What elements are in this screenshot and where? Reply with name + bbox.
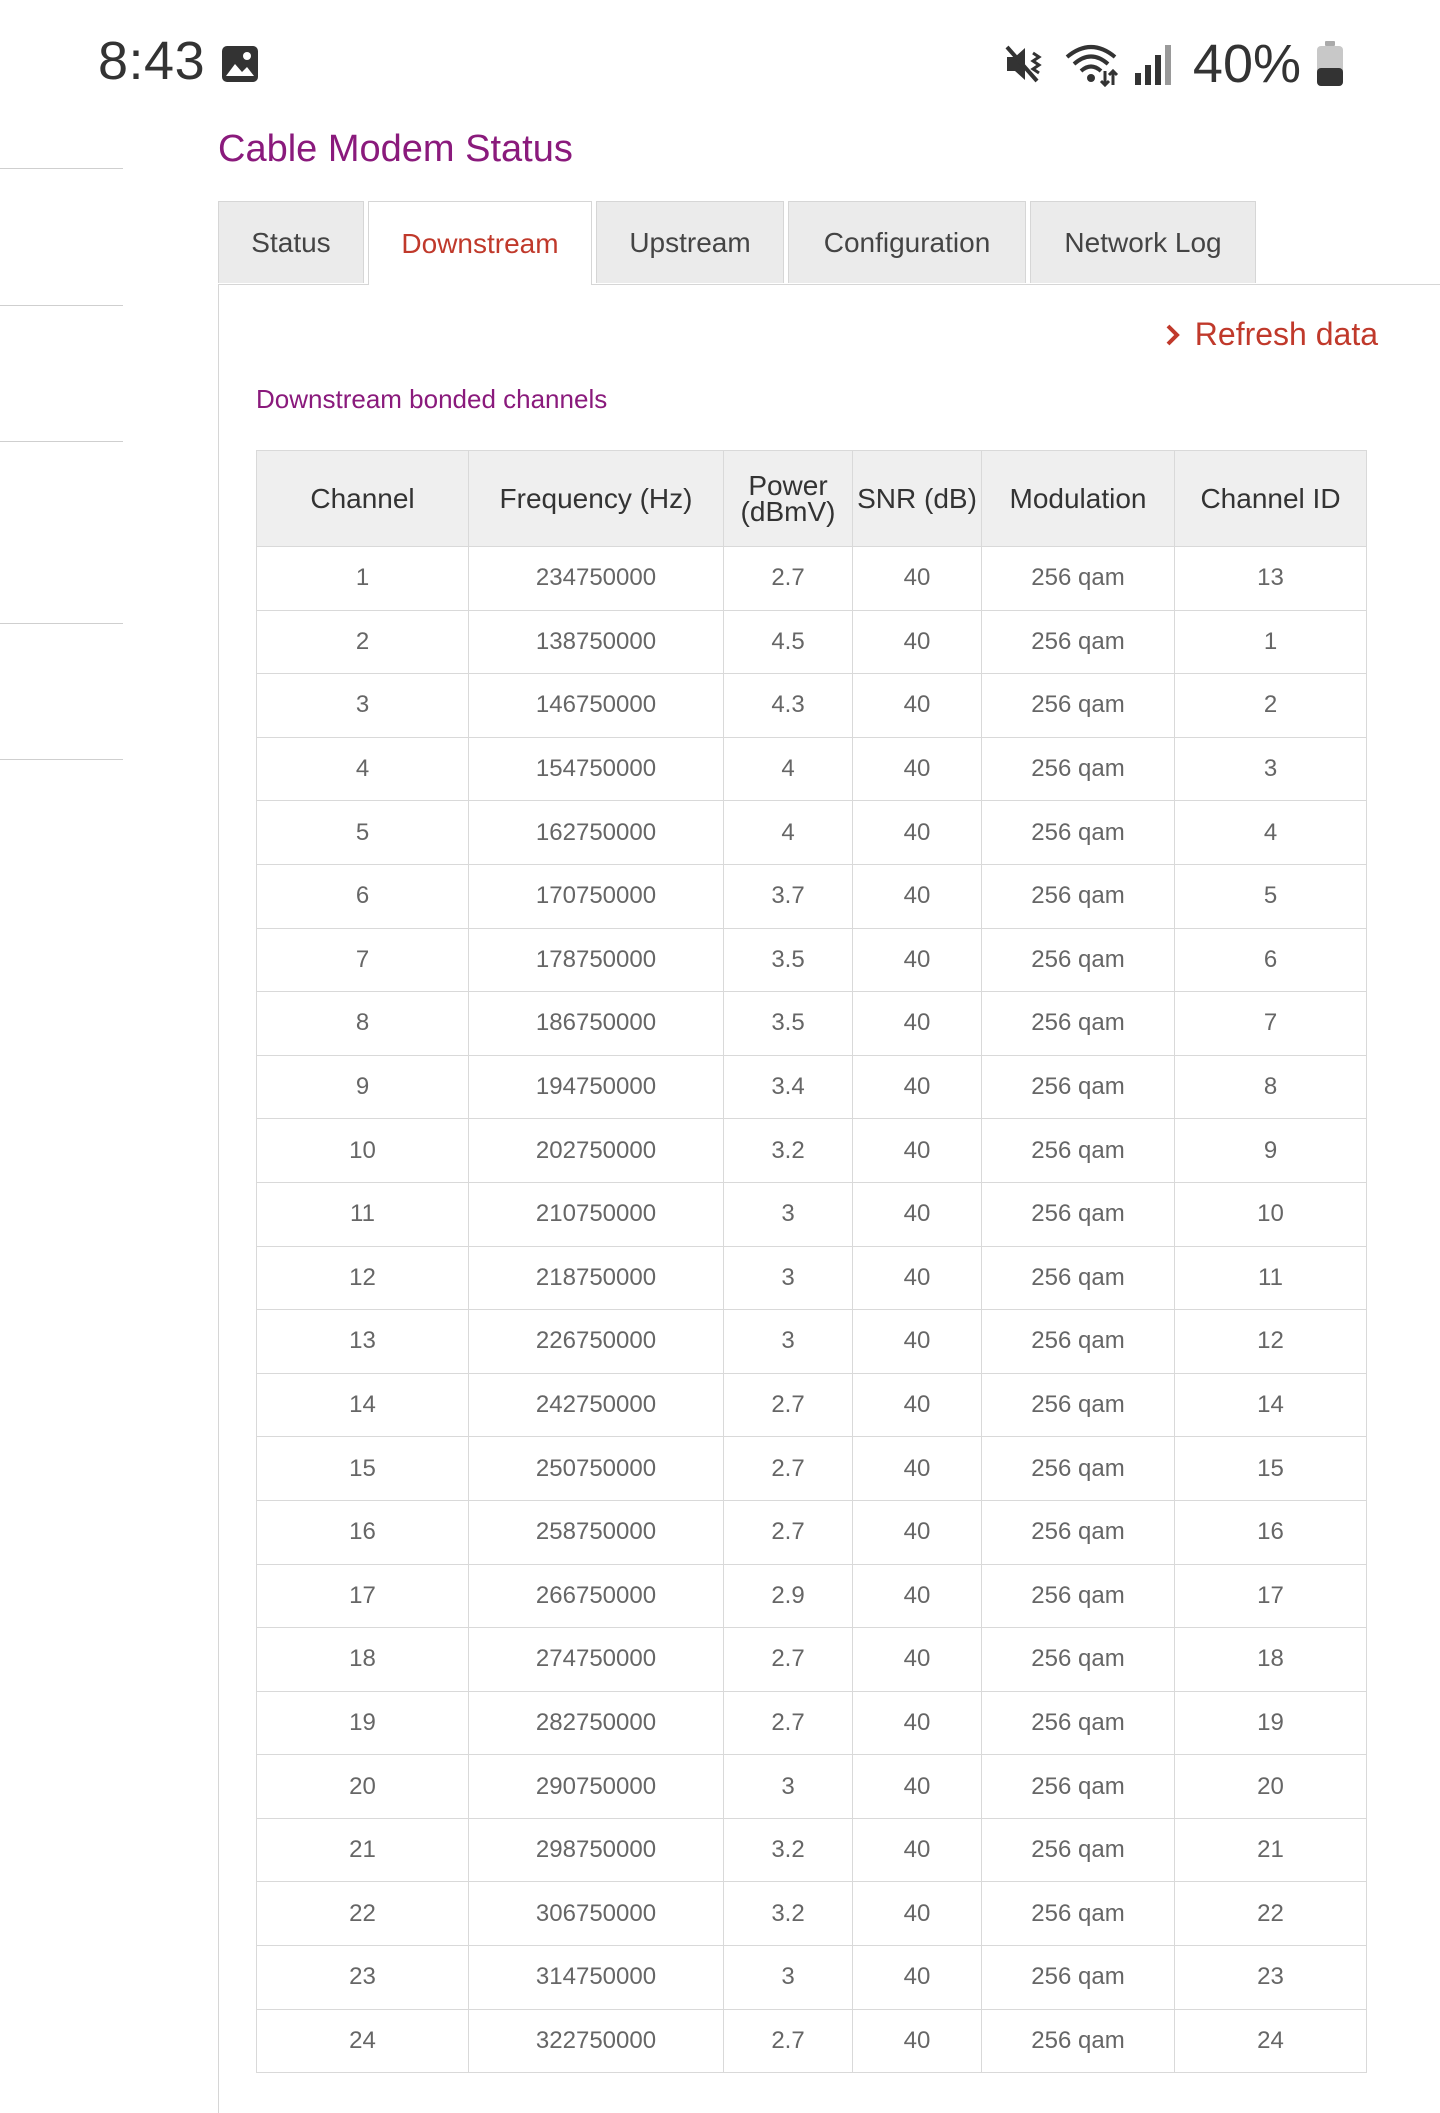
table-row <box>257 992 1367 1056</box>
cell-modulation: 256 qam <box>982 1882 1175 1946</box>
cell-snr: 40 <box>853 610 982 674</box>
cell-channel: 15 <box>257 1437 469 1501</box>
cell-frequency: 178750000 <box>469 928 724 992</box>
cell-power: 3 <box>724 1246 853 1310</box>
cell-channel-id: 10 <box>1175 1182 1367 1246</box>
table-row <box>257 928 1367 992</box>
cell-channel: 5 <box>257 801 469 865</box>
cell-snr: 40 <box>853 992 982 1056</box>
cell-snr: 40 <box>853 1500 982 1564</box>
table-row <box>257 610 1367 674</box>
cell-power: 2.7 <box>724 2009 853 2073</box>
cell-power: 4.3 <box>724 674 853 738</box>
cell-power: 2.7 <box>724 1500 853 1564</box>
cell-snr: 40 <box>853 547 982 611</box>
cell-channel: 19 <box>257 1691 469 1755</box>
cell-channel-id: 20 <box>1175 1755 1367 1819</box>
cell-channel-id: 23 <box>1175 1946 1367 2010</box>
wifi-icon <box>1063 41 1119 87</box>
mute-vibrate-icon <box>1003 41 1049 87</box>
cell-frequency: 138750000 <box>469 610 724 674</box>
cell-frequency: 154750000 <box>469 737 724 801</box>
table-row <box>257 737 1367 801</box>
cell-power: 4.5 <box>724 610 853 674</box>
cell-power: 3.2 <box>724 1882 853 1946</box>
cell-snr: 40 <box>853 737 982 801</box>
table-row <box>257 1310 1367 1374</box>
table-row <box>257 1882 1367 1946</box>
cell-channel: 16 <box>257 1500 469 1564</box>
cell-frequency: 290750000 <box>469 1755 724 1819</box>
cell-snr: 40 <box>853 1373 982 1437</box>
table-row <box>257 2009 1367 2073</box>
cell-modulation: 256 qam <box>982 674 1175 738</box>
cell-channel: 22 <box>257 1882 469 1946</box>
cell-modulation: 256 qam <box>982 1818 1175 1882</box>
table-row <box>257 1437 1367 1501</box>
section-title: Downstream bonded channels <box>256 384 608 414</box>
cell-modulation: 256 qam <box>982 610 1175 674</box>
cell-power: 4 <box>724 801 853 865</box>
cell-frequency: 282750000 <box>469 1691 724 1755</box>
cell-snr: 40 <box>853 2009 982 2073</box>
cell-modulation: 256 qam <box>982 864 1175 928</box>
cell-frequency: 162750000 <box>469 801 724 865</box>
cell-modulation: 256 qam <box>982 1564 1175 1628</box>
signal-icon <box>1133 41 1173 87</box>
image-icon <box>220 44 260 84</box>
cell-modulation: 256 qam <box>982 1500 1175 1564</box>
cell-modulation: 256 qam <box>982 1055 1175 1119</box>
tab-bar <box>218 201 1260 285</box>
sidebar-divider <box>0 759 123 760</box>
battery-percent: 40% <box>1192 34 1301 94</box>
cell-frequency: 186750000 <box>469 992 724 1056</box>
cell-channel-id: 24 <box>1175 2009 1367 2073</box>
refresh-data-label: Refresh data <box>1194 316 1378 352</box>
cell-channel-id: 15 <box>1175 1437 1367 1501</box>
cell-power: 2.9 <box>724 1564 853 1628</box>
cell-snr: 40 <box>853 1182 982 1246</box>
cell-frequency: 258750000 <box>469 1500 724 1564</box>
table-row <box>257 1946 1367 2010</box>
cell-frequency: 146750000 <box>469 674 724 738</box>
cell-modulation: 256 qam <box>982 1119 1175 1183</box>
cell-channel: 7 <box>257 928 469 992</box>
cell-frequency: 306750000 <box>469 1882 724 1946</box>
cell-snr: 40 <box>853 674 982 738</box>
cell-modulation: 256 qam <box>982 801 1175 865</box>
header-channel-id: Channel ID <box>1175 451 1367 547</box>
cell-power: 3 <box>724 1946 853 2010</box>
cell-frequency: 194750000 <box>469 1055 724 1119</box>
cell-modulation: 256 qam <box>982 992 1175 1056</box>
cell-channel-id: 19 <box>1175 1691 1367 1755</box>
table-row <box>257 1500 1367 1564</box>
cell-channel-id: 11 <box>1175 1246 1367 1310</box>
cell-channel: 20 <box>257 1755 469 1819</box>
header-modulation: Modulation <box>982 451 1175 547</box>
cell-frequency: 202750000 <box>469 1119 724 1183</box>
cell-modulation: 256 qam <box>982 737 1175 801</box>
cell-modulation: 256 qam <box>982 1373 1175 1437</box>
header-frequency: Frequency (Hz) <box>469 451 724 547</box>
cell-snr: 40 <box>853 1818 982 1882</box>
cell-channel-id: 1 <box>1175 610 1367 674</box>
cell-modulation: 256 qam <box>982 1946 1175 2010</box>
cell-snr: 40 <box>853 1437 982 1501</box>
table-row <box>257 1818 1367 1882</box>
cell-frequency: 250750000 <box>469 1437 724 1501</box>
cell-channel: 3 <box>257 674 469 738</box>
cell-channel: 6 <box>257 864 469 928</box>
table-row <box>257 801 1367 865</box>
cell-modulation: 256 qam <box>982 1310 1175 1374</box>
cell-channel-id: 9 <box>1175 1119 1367 1183</box>
cell-channel: 14 <box>257 1373 469 1437</box>
cell-channel-id: 16 <box>1175 1500 1367 1564</box>
cell-channel-id: 4 <box>1175 801 1367 865</box>
table-row <box>257 1055 1367 1119</box>
sidebar-divider <box>0 441 123 442</box>
cell-power: 3.5 <box>724 992 853 1056</box>
cell-channel: 8 <box>257 992 469 1056</box>
table-row <box>257 547 1367 611</box>
cell-power: 3 <box>724 1310 853 1374</box>
cell-channel-id: 2 <box>1175 674 1367 738</box>
cell-snr: 40 <box>853 1564 982 1628</box>
cell-power: 2.7 <box>724 1373 853 1437</box>
chevron-right-icon <box>1165 323 1181 347</box>
table-header-row <box>257 451 1367 547</box>
cell-power: 2.7 <box>724 1691 853 1755</box>
cell-snr: 40 <box>853 1055 982 1119</box>
cell-channel: 18 <box>257 1628 469 1692</box>
cell-modulation: 256 qam <box>982 1691 1175 1755</box>
downstream-channels-table <box>256 450 1367 2073</box>
table-row <box>257 1373 1367 1437</box>
cell-channel: 13 <box>257 1310 469 1374</box>
cell-modulation: 256 qam <box>982 1182 1175 1246</box>
cell-power: 4 <box>724 737 853 801</box>
battery-icon <box>1315 40 1345 88</box>
cell-frequency: 314750000 <box>469 1946 724 2010</box>
tab-status[interactable]: Status <box>218 201 364 283</box>
cell-snr: 40 <box>853 1946 982 2010</box>
cell-channel-id: 13 <box>1175 547 1367 611</box>
cell-power: 3.5 <box>724 928 853 992</box>
refresh-data-link[interactable] <box>1165 316 1378 353</box>
cell-power: 3.7 <box>724 864 853 928</box>
cell-modulation: 256 qam <box>982 928 1175 992</box>
cell-snr: 40 <box>853 1310 982 1374</box>
cell-modulation: 256 qam <box>982 547 1175 611</box>
cell-channel-id: 3 <box>1175 737 1367 801</box>
cell-frequency: 322750000 <box>469 2009 724 2073</box>
table-row <box>257 1246 1367 1310</box>
tab-downstream[interactable]: Downstream <box>368 201 592 285</box>
cell-frequency: 226750000 <box>469 1310 724 1374</box>
cell-channel: 12 <box>257 1246 469 1310</box>
cell-frequency: 274750000 <box>469 1628 724 1692</box>
cell-snr: 40 <box>853 1246 982 1310</box>
table-row <box>257 1691 1367 1755</box>
cell-channel: 11 <box>257 1182 469 1246</box>
cell-channel-id: 14 <box>1175 1373 1367 1437</box>
cell-channel-id: 21 <box>1175 1818 1367 1882</box>
cell-modulation: 256 qam <box>982 1755 1175 1819</box>
cell-snr: 40 <box>853 928 982 992</box>
cell-power: 3.4 <box>724 1055 853 1119</box>
panel-border <box>218 284 219 2113</box>
cell-frequency: 242750000 <box>469 1373 724 1437</box>
cell-channel: 2 <box>257 610 469 674</box>
cell-channel-id: 5 <box>1175 864 1367 928</box>
cell-channel-id: 18 <box>1175 1628 1367 1692</box>
cell-modulation: 256 qam <box>982 2009 1175 2073</box>
table-row <box>257 1564 1367 1628</box>
table-row <box>257 1755 1367 1819</box>
cell-channel: 10 <box>257 1119 469 1183</box>
cell-snr: 40 <box>853 801 982 865</box>
cell-power: 3.2 <box>724 1119 853 1183</box>
sidebar-divider <box>0 168 123 169</box>
cell-power: 2.7 <box>724 1437 853 1501</box>
cell-modulation: 256 qam <box>982 1437 1175 1501</box>
page-title: Cable Modem Status <box>218 128 573 170</box>
cell-snr: 40 <box>853 1755 982 1819</box>
cell-power: 2.7 <box>724 1628 853 1692</box>
table-row <box>257 1182 1367 1246</box>
cell-snr: 40 <box>853 1119 982 1183</box>
cell-power: 2.7 <box>724 547 853 611</box>
cell-frequency: 170750000 <box>469 864 724 928</box>
cell-channel: 21 <box>257 1818 469 1882</box>
cell-frequency: 234750000 <box>469 547 724 611</box>
tab-configuration[interactable]: Configuration <box>788 201 1026 283</box>
cell-channel-id: 7 <box>1175 992 1367 1056</box>
status-bar <box>0 0 1440 128</box>
cell-channel-id: 12 <box>1175 1310 1367 1374</box>
header-channel: Channel <box>257 451 469 547</box>
table-row <box>257 864 1367 928</box>
cell-channel: 1 <box>257 547 469 611</box>
cell-channel-id: 8 <box>1175 1055 1367 1119</box>
cell-channel-id: 22 <box>1175 1882 1367 1946</box>
cell-snr: 40 <box>853 1628 982 1692</box>
table-row <box>257 1119 1367 1183</box>
cell-modulation: 256 qam <box>982 1246 1175 1310</box>
clock: 8:43 <box>98 31 206 91</box>
table-row <box>257 1628 1367 1692</box>
header-snr: SNR (dB) <box>853 451 982 547</box>
cell-channel: 17 <box>257 1564 469 1628</box>
cell-snr: 40 <box>853 864 982 928</box>
cell-channel: 24 <box>257 2009 469 2073</box>
sidebar-divider <box>0 623 123 624</box>
status-icons <box>1003 36 1345 92</box>
cell-frequency: 218750000 <box>469 1246 724 1310</box>
table-row <box>257 674 1367 738</box>
cell-snr: 40 <box>853 1691 982 1755</box>
cell-modulation: 256 qam <box>982 1628 1175 1692</box>
cell-channel-id: 6 <box>1175 928 1367 992</box>
cell-frequency: 210750000 <box>469 1182 724 1246</box>
header-power: Power (dBmV) <box>724 451 853 547</box>
cell-channel-id: 17 <box>1175 1564 1367 1628</box>
cell-frequency: 298750000 <box>469 1818 724 1882</box>
cell-power: 3 <box>724 1182 853 1246</box>
cell-snr: 40 <box>853 1882 982 1946</box>
cell-channel: 23 <box>257 1946 469 2010</box>
cell-channel: 4 <box>257 737 469 801</box>
tab-upstream[interactable]: Upstream <box>596 201 784 283</box>
cell-power: 3.2 <box>724 1818 853 1882</box>
cell-power: 3 <box>724 1755 853 1819</box>
cell-frequency: 266750000 <box>469 1564 724 1628</box>
tab-network-log[interactable]: Network Log <box>1030 201 1256 283</box>
cell-channel: 9 <box>257 1055 469 1119</box>
sidebar-divider <box>0 305 123 306</box>
